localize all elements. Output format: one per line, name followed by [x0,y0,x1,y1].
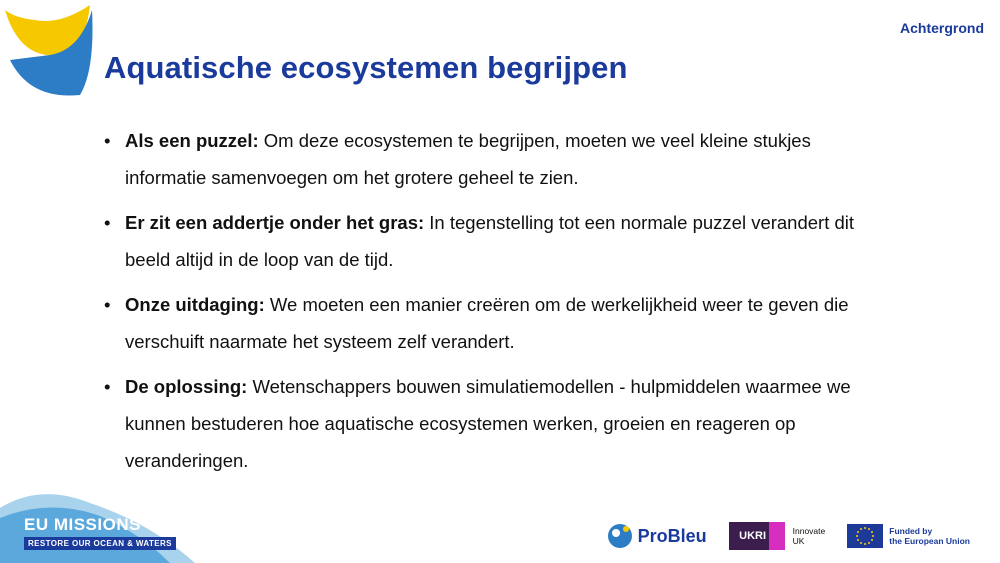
list-item [104,286,874,360]
funded-line1: Funded by [889,526,933,536]
innovate-uk-logo [729,522,826,550]
funded-line2: the European Union [889,536,970,546]
probleu-icon [606,522,634,550]
bullet-heading: Er zit een addertje onder het gras: [125,212,425,233]
bullet-text: We moeten een manier creëren om de werkelijkheid weer te geven die verschuift naarmate het systeem zelf verandert. [125,294,849,352]
eu-flag-icon [847,524,883,548]
section-tag: Achtergrond [900,20,984,36]
bullet-heading: Als een puzzel: [125,130,259,151]
eu-funded-logo [847,524,970,548]
page-title: Aquatische ecosystemen begrijpen [104,50,628,85]
bullet-list [104,122,874,487]
bullet-icon: • [104,130,111,151]
eu-missions-subtitle: RESTORE OUR OCEAN & WATERS [24,537,176,550]
eu-missions-logo-text: EU MISSIONS [24,515,141,534]
brand-logo-shape [0,0,100,100]
ukri-icon: UKRI [729,522,777,550]
bullet-heading: Onze uitdaging: [125,294,265,315]
probleu-label: ProBleu [637,525,707,546]
bullet-icon: • [104,212,111,233]
bullet-text: Wetenschappers bouwen simulatiemodellen - hulpmiddelen waarmee we kunnen bestuderen hoe aquatische ecosystemen werken, groeien en reageren op veranderingen. [125,376,851,471]
probleu-logo [606,522,707,550]
partner-logos [606,521,970,551]
innovate-line2: UK [792,536,805,546]
bullet-text: Om deze ecosystemen te begrijpen, moeten we veel kleine stukjes informatie samenvoegen om het grotere geheel te zien. [125,130,811,188]
innovate-line1: Innovate [792,526,826,536]
list-item [104,204,874,278]
list-item [104,368,874,479]
bullet-icon: • [104,294,111,315]
bullet-icon: • [104,376,111,397]
bullet-heading: De oplossing: [125,376,248,397]
bullet-text: In tegenstelling tot een normale puzzel verandert dit beeld altijd in de loop van de tijd. [125,212,855,270]
list-item [104,122,874,196]
